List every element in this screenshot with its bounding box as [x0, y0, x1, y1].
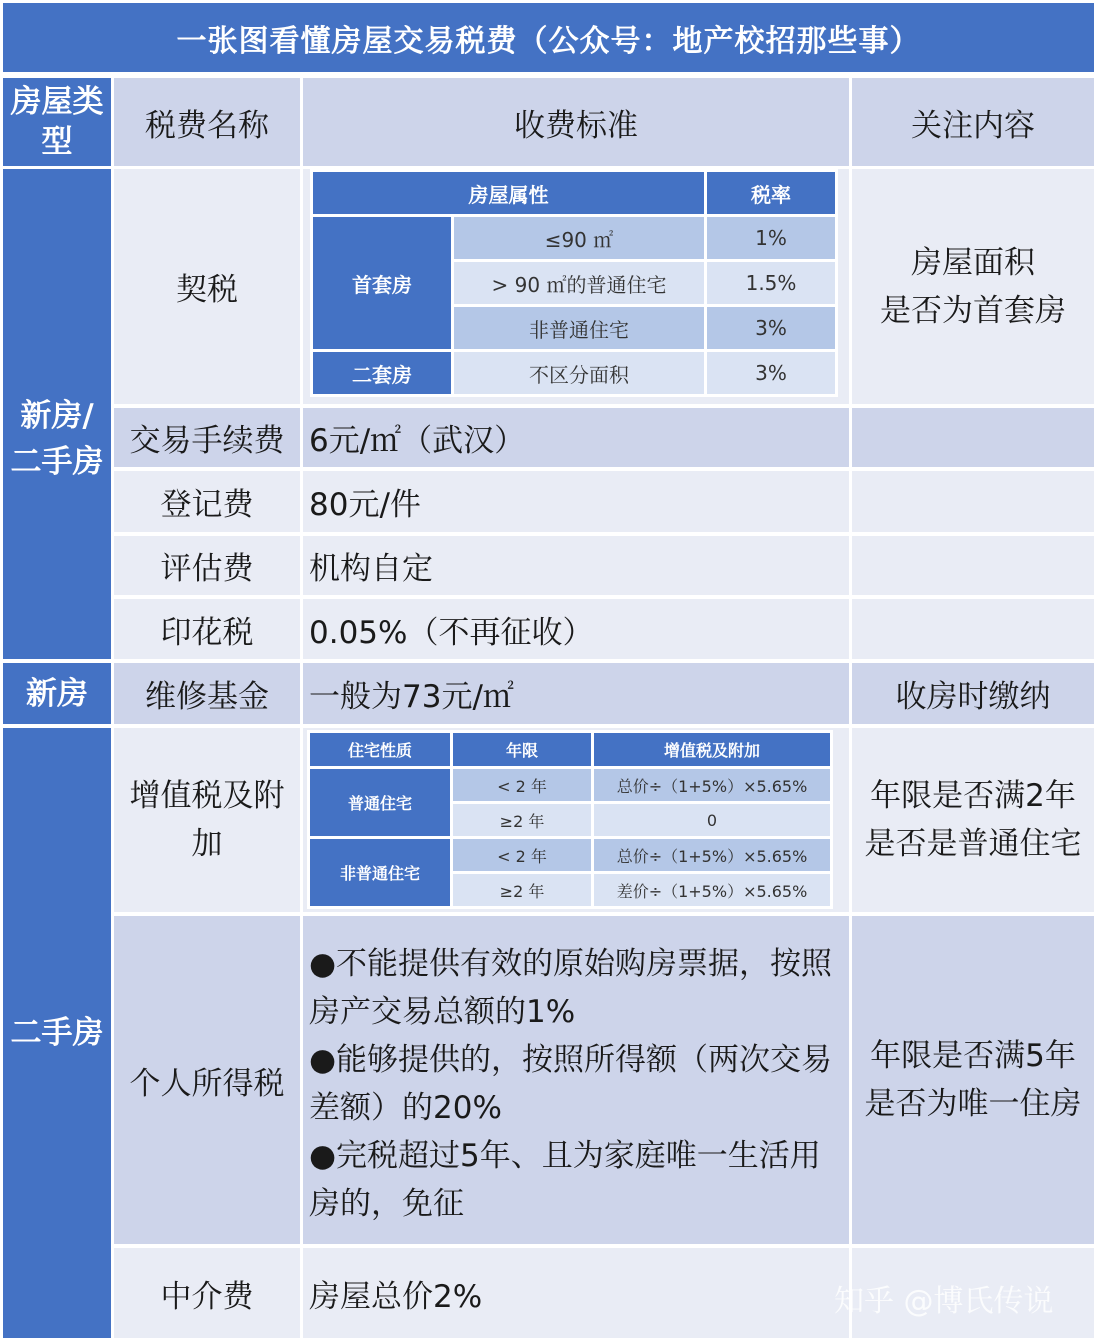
header-standard: 收费标准 — [303, 78, 849, 166]
maintenance-name: 维修基金 — [114, 663, 300, 724]
vat-years-cell: ≥2 年 — [453, 874, 591, 906]
deed-tax-standard — [303, 169, 849, 404]
vat-tax-cell: 差价÷（1+5%）×5.65% — [594, 874, 830, 906]
deed-rate-cell: 3% — [707, 307, 835, 349]
vat-header-tax: 增值税及附加 — [594, 733, 830, 766]
fee-standard-appraisal: 机构自定 — [303, 536, 849, 595]
group-second: 二手房 — [3, 728, 111, 1338]
vat-focus: 年限是否满2年 是否是普通住宅 — [852, 728, 1094, 912]
vat-ordinary: 普通住宅 — [310, 769, 450, 836]
fee-focus-transaction — [852, 408, 1094, 467]
fee-standard-transaction: 6元/㎡（武汉） — [303, 408, 849, 467]
fee-focus-appraisal — [852, 536, 1094, 595]
header-focus: 关注内容 — [852, 78, 1094, 166]
vat-years-cell: < 2 年 — [453, 769, 591, 801]
deed-attr-cell: 非普通住宅 — [454, 307, 704, 349]
vat-years-cell: ≥2 年 — [453, 804, 591, 836]
income-tax-focus: 年限是否满5年 是否为唯一住房 — [852, 916, 1094, 1244]
deed-second-home: 二套房 — [313, 352, 451, 394]
deed-header-rate: 税率 — [707, 172, 835, 214]
agency-fee-name: 中介费 — [114, 1248, 300, 1338]
deed-tax-name: 契税 — [114, 169, 300, 404]
fee-standard-registration: 80元/件 — [303, 471, 849, 532]
fee-name-transaction: 交易手续费 — [114, 408, 300, 467]
vat-standard — [303, 728, 849, 912]
vat-table — [307, 730, 833, 909]
maintenance-focus: 收房时缴纳 — [852, 663, 1094, 724]
agency-fee-standard: 房屋总价2% — [303, 1248, 849, 1338]
fee-name-registration: 登记费 — [114, 471, 300, 532]
vat-tax-cell: 总价÷（1+5%）×5.65% — [594, 839, 830, 871]
fee-focus-stamp — [852, 599, 1094, 659]
fee-standard-stamp: 0.05%（不再征收） — [303, 599, 849, 659]
deed-rate-cell: 1.5% — [707, 262, 835, 304]
deed-tax-focus: 房屋面积 是否为首套房 — [852, 169, 1094, 404]
vat-non-ordinary: 非普通住宅 — [310, 839, 450, 906]
group-new: 新房 — [3, 663, 111, 724]
deed-attr-cell: ≤90 ㎡ — [454, 217, 704, 259]
vat-years-cell: < 2 年 — [453, 839, 591, 871]
vat-tax-cell: 总价÷（1+5%）×5.65% — [594, 769, 830, 801]
header-fee-name: 税费名称 — [114, 78, 300, 166]
vat-header-years: 年限 — [453, 733, 591, 766]
vat-name: 增值税及附 加 — [114, 728, 300, 912]
vat-tax-cell: 0 — [594, 804, 830, 836]
income-tax-standard: ●不能提供有效的原始购房票据，按照房产交易总额的1% ●能够提供的，按照所得额（两次交易差额）的20% ●完税超过5年、且为家庭唯一生活用房的，免征 — [303, 916, 849, 1244]
page-title: 一张图看懂房屋交易税费（公众号：地产校招那些事） — [3, 3, 1094, 72]
watermark: 知乎 @博氏传说 — [834, 1284, 1054, 1319]
income-tax-name: 个人所得税 — [114, 916, 300, 1244]
deed-tax-table — [310, 169, 838, 397]
deed-rate-cell: 3% — [707, 352, 835, 394]
maintenance-standard: 一般为73元/㎡ — [303, 663, 849, 724]
deed-attr-cell: 不区分面积 — [454, 352, 704, 394]
fee-name-appraisal: 评估费 — [114, 536, 300, 595]
deed-rate-cell: 1% — [707, 217, 835, 259]
fee-name-stamp: 印花税 — [114, 599, 300, 659]
deed-header-attr: 房屋属性 — [313, 172, 704, 214]
group-new-and-second: 新房/ 二手房 — [3, 169, 111, 659]
header-house-type: 房屋类型 — [3, 78, 111, 166]
vat-header-nature: 住宅性质 — [310, 733, 450, 766]
deed-first-home: 首套房 — [313, 217, 451, 349]
fee-focus-registration — [852, 471, 1094, 532]
deed-attr-cell: > 90 ㎡的普通住宅 — [454, 262, 704, 304]
